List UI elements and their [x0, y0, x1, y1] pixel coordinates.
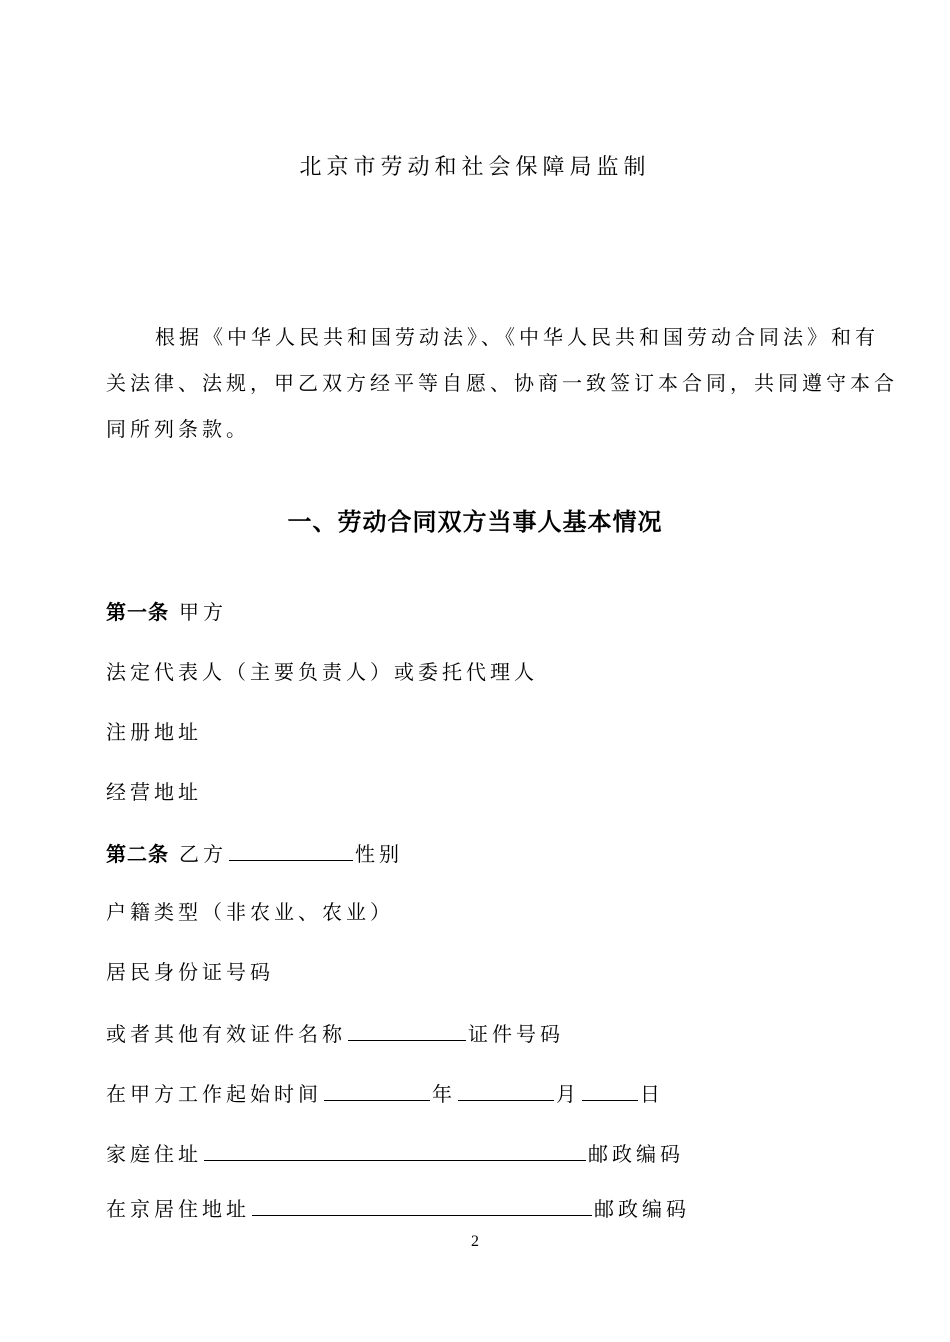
- document-title: 北京市劳动和社会保障局监制: [299, 155, 651, 180]
- party-label: 甲方: [179, 600, 227, 624]
- rep-line: 法定代表人（主要负责人）或委托代理人: [106, 660, 538, 684]
- postcode-label: 邮政编码: [588, 1142, 684, 1166]
- other-id-blank[interactable]: [348, 1020, 466, 1041]
- intro-line-1: 根据《中华人民共和国劳动法》、《中华人民共和国劳动合同法》和有: [155, 325, 879, 349]
- id-line: 居民身份证号码: [106, 960, 274, 984]
- article-label: 第一条: [106, 600, 169, 624]
- year-label: 年: [432, 1082, 456, 1106]
- bj-addr-line: [106, 1195, 690, 1221]
- biz-addr-line: 经营地址: [106, 780, 202, 804]
- reg-addr-line: 注册地址: [106, 720, 202, 744]
- intro-line-2: 关法律、法规，甲乙双方经平等自愿、协商一致签订本合同，共同遵守本合: [106, 371, 898, 395]
- intro-line-3: 同所列条款。: [106, 417, 250, 441]
- other-id-label: 或者其他有效证件名称: [106, 1022, 346, 1046]
- gender-label: 性别: [355, 842, 403, 866]
- postcode-label: 邮政编码: [594, 1197, 690, 1221]
- bj-addr-blank[interactable]: [252, 1195, 592, 1216]
- article1-line: [106, 600, 227, 624]
- home-line: [106, 1140, 684, 1166]
- day-blank[interactable]: [582, 1080, 638, 1101]
- month-label: 月: [556, 1082, 580, 1106]
- party-label: 乙方: [179, 842, 227, 866]
- home-blank[interactable]: [204, 1140, 586, 1161]
- start-date-line: [106, 1080, 664, 1106]
- article2-line: [106, 840, 403, 866]
- year-blank[interactable]: [324, 1080, 430, 1101]
- article-label: 第二条: [106, 842, 169, 866]
- name-blank[interactable]: [229, 840, 353, 861]
- home-label: 家庭住址: [106, 1142, 202, 1166]
- day-label: 日: [640, 1082, 664, 1106]
- month-blank[interactable]: [458, 1080, 554, 1101]
- page-number: 2: [471, 1233, 479, 1250]
- start-label: 在甲方工作起始时间: [106, 1082, 322, 1106]
- id-no-label: 证件号码: [468, 1022, 564, 1046]
- hukou-line: 户籍类型（非农业、农业）: [106, 900, 394, 924]
- section-heading: 一、劳动合同双方当事人基本情况: [287, 508, 663, 536]
- bj-addr-label: 在京居住地址: [106, 1197, 250, 1221]
- other-id-line: [106, 1020, 564, 1046]
